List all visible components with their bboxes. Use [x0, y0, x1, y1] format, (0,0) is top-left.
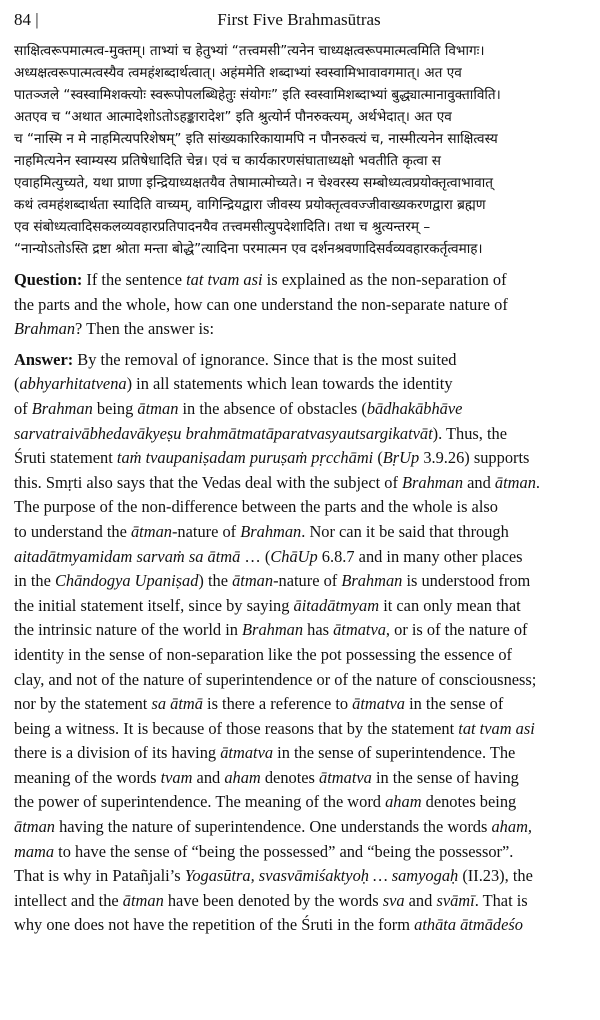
question-paragraph — [14, 268, 584, 342]
text-line — [14, 741, 584, 766]
text-line — [14, 422, 584, 447]
text-line — [14, 446, 584, 471]
text-line — [14, 815, 584, 840]
sanskrit-line: एव संबोध्यत्वादिसकलव्यवहारप्रतिपादनयैव तत्त्वमसीत्युपदेशादिति। तथा च श्रुत्यन्तरम् – — [14, 219, 431, 235]
sanskrit-line: अतएव च “अथात आत्मादेशोऽतोऽहङ्कारादेश” इति श्रुत्योर्न पौनरुक्त्यम्, अर्थभेदात्। अत एव — [14, 109, 452, 125]
text-run: . Nor can it be said that through — [301, 521, 509, 541]
text-line — [14, 471, 584, 496]
sanskrit-line: च “नास्मि न मे नाहमित्यपरिशेषम्” इति सांख्यकारिकायामपि न पौनरुक्त्यं च, नास्मीत्यनेन साक्षित्वस्य — [14, 131, 498, 147]
italic-term: Yogasūtra, svasvāmiśaktyoḥ … samyogaḥ — [184, 866, 459, 886]
text-line — [14, 348, 584, 373]
italic-term: mama — [14, 841, 55, 861]
text-line — [14, 889, 584, 914]
italic-term: ātmatva — [319, 767, 372, 787]
italic-term: aitadātmyamidam sarvaṁ sa ātmā — [14, 546, 241, 566]
text-run: ) in all statements which lean towards the identity — [126, 374, 453, 394]
text-run: -nature of — [273, 571, 342, 591]
text-line: identity in the sense of non-separation like the pot possessing the essence of — [14, 644, 512, 664]
text-line: The purpose of the non-difference between the parts and the whole is also — [14, 497, 498, 517]
text-run: why one does not have the repetition of the Śruti in the form — [14, 915, 415, 935]
text-line — [14, 268, 584, 293]
text-line — [14, 594, 584, 619]
italic-term: ātman — [122, 890, 164, 910]
text-run: and — [192, 767, 225, 787]
text-run: in the sense of superintendence. The — [273, 743, 516, 763]
text-line — [14, 317, 584, 342]
text-run: in the sense of having — [371, 767, 519, 787]
text-run: in the sense of — [404, 694, 504, 714]
text-run: and — [404, 890, 437, 910]
text-run: this. Smṛti also says that the Vedas deal with the subject of — [14, 472, 403, 492]
italic-term: Brahman — [402, 472, 464, 492]
text-run: (II.23), the — [458, 866, 533, 886]
text-run: it can only mean that — [379, 595, 521, 615]
italic-term: Brahman — [341, 571, 403, 591]
text-run: the initial statement itself, since by saying — [14, 595, 294, 615]
text-run: in the — [14, 571, 55, 591]
text-run: Śruti statement — [14, 448, 117, 468]
sanskrit-line: कथं त्वमहंशब्दार्थता स्यादिति वाच्यम्, वागिन्द्रियद्वारा जीवस्य प्रयोक्तृत्ववज्जीवाख्यकरणद्वारा ब्रह्मण — [14, 197, 486, 213]
italic-term: sarvatraivābhedavākyeṣu brahmātmatāparatvasyautsargikatvāt — [14, 423, 433, 443]
italic-term: svāmī — [436, 890, 475, 910]
text-run: ? Then the answer is: — [75, 319, 214, 339]
italic-term: ātmatva — [333, 620, 386, 640]
italic-term: ātmatva — [220, 743, 274, 763]
text-run: there is a division of its having — [14, 743, 221, 763]
text-run: being a witness. It is because of those reasons that by the statement — [14, 718, 459, 738]
italic-term: tat tvam asi — [186, 270, 263, 289]
italic-term: ātman — [14, 817, 55, 837]
italic-term: Brahman — [240, 521, 302, 541]
text-run: and — [463, 472, 495, 492]
answer-label: Answer: — [14, 349, 74, 369]
italic-term: bādhakābhāve — [366, 398, 463, 418]
text-line — [14, 717, 584, 742]
text-line — [14, 545, 584, 570]
text-line — [14, 372, 584, 397]
text-run: … ( — [240, 546, 271, 566]
text-run: ( — [373, 448, 383, 468]
text-run: has — [303, 620, 334, 640]
text-run: ( — [14, 374, 20, 394]
sanskrit-line: “नान्योऽतोऽस्ति द्रष्टा श्रोता मन्ता बोद्धे”त्यादिना परमात्मन एव दर्शनश्रवणादिसर्वव्यवहारकर्तृत्वमाह। — [14, 241, 483, 257]
text-run: 6.8.7 and in many other places — [317, 546, 523, 566]
text-line — [14, 692, 584, 717]
text-run: ) the — [198, 571, 233, 591]
italic-term: ātman — [137, 398, 179, 418]
text-run: denotes being — [421, 792, 517, 812]
text-run: is explained as the non-separation of — [262, 270, 507, 289]
text-run: being — [92, 398, 138, 418]
italic-term: Chāndogya Upaniṣad — [54, 571, 199, 591]
text-line — [14, 913, 584, 938]
text-run: . — [535, 472, 540, 492]
italic-term: āitadātmyam — [293, 595, 380, 615]
text-line — [14, 864, 584, 889]
text-run: ). Thus, the — [432, 423, 508, 443]
answer-paragraph — [14, 348, 584, 938]
text-line — [14, 618, 584, 643]
italic-term: BṛUp — [382, 448, 420, 468]
italic-term: sa ātmā — [151, 694, 203, 714]
sanskrit-line: साक्षित्वरूपमात्मत्व-मुक्तम्। ताभ्यां च हेतुभ्यां “तत्त्वमसी”त्यनेन चाध्यक्षत्वरूपमात्मत्वमिति विभागः। — [14, 43, 485, 59]
text-run: is there a reference to — [202, 694, 353, 714]
italic-term: ātman — [494, 472, 536, 492]
italic-term: ātmatva — [352, 694, 405, 714]
text-line — [14, 766, 584, 791]
text-run: . That is — [474, 890, 528, 910]
italic-term: tvam — [160, 767, 193, 787]
italic-term: aham — [385, 792, 422, 812]
italic-term: athāta ātmādeśo — [414, 915, 523, 935]
italic-term: ChāUp — [270, 546, 318, 566]
text-run: the power of superintendence. The meaning of the word — [14, 792, 386, 812]
sanskrit-line: अध्यक्षत्वरूपात्मत्वस्यैव त्वमहंशब्दार्थत्वात्। अहंममेति शब्दाभ्यां स्वस्वामिभावावगमात्। अत एव — [14, 65, 462, 81]
text-run: denotes — [260, 767, 320, 787]
text-line — [14, 397, 584, 422]
italic-term: sva — [382, 890, 405, 910]
text-run: to have the sense of “being the possessed” and “being the possessor”. — [54, 841, 514, 861]
page-header — [14, 10, 584, 40]
italic-term: Brahman — [14, 319, 76, 339]
text-run: -nature of — [171, 521, 241, 541]
text-run: That is why in Patañjali’s — [14, 866, 185, 886]
text-run: , or is of the nature of — [385, 620, 528, 640]
italic-term: ātman — [130, 521, 172, 541]
text-run: 3.9.26) supports — [419, 448, 530, 468]
sanskrit-passage — [14, 40, 584, 260]
italic-term: ātman — [232, 571, 274, 591]
text-run: intellect and the — [14, 890, 123, 910]
text-run: By the removal of ignorance. Since that is the most suited — [73, 349, 457, 369]
text-line — [14, 520, 584, 545]
text-run: to understand the — [14, 521, 131, 541]
text-run: of — [14, 398, 32, 418]
page-number: 84 | — [14, 10, 39, 29]
text-line — [14, 840, 584, 865]
text-run: the intrinsic nature of the world in — [14, 620, 243, 640]
text-line: the parts and the whole, how can one understand the non-separate nature of — [14, 294, 508, 314]
italic-term: Brahman — [31, 398, 93, 418]
text-line — [14, 569, 584, 594]
italic-term: abhyarhitatvena — [19, 374, 127, 394]
italic-term: aham — [224, 767, 261, 787]
question-label: Question: — [14, 270, 83, 289]
text-run: If the sentence — [82, 270, 187, 289]
text-line — [14, 790, 584, 815]
text-run: nor by the statement — [14, 694, 152, 714]
sanskrit-line: पातञ्जले “स्वस्वामिशक्त्योः स्वरूपोपलब्धिहेतुः संयोगः” इति स्वस्वामिशब्दाभ्यां बुद्ध्यात्मानावुक्ताविति। — [14, 87, 501, 103]
italic-term: taṁ tvaupaniṣadam puruṣaṁ pṛcchāmi — [116, 448, 374, 468]
italic-term: Brahman — [242, 620, 304, 640]
italic-term: aham, — [491, 817, 533, 837]
italic-term: tat tvam asi — [458, 718, 535, 738]
text-line: clay, and not of the nature of superintendence or of the nature of consciousness; — [14, 669, 537, 689]
text-run: in the absence of obstacles ( — [178, 398, 367, 418]
text-run: having the nature of superintendence. One understands the words — [54, 817, 492, 837]
text-run: meaning of the words — [14, 767, 161, 787]
sanskrit-line: एवाहमित्युच्यते, यथा प्राणा इन्द्रियाध्यक्षतयैव तेषामात्मोच्यते। न चेश्वरस्य सम्बोध्यत्वप्रयोक्तृत्वाभावात् — [14, 175, 493, 191]
text-run: have been denoted by the words — [163, 890, 383, 910]
sanskrit-line: नाहमित्यनेन स्वाम्यस्य प्रतिषेधादिति चेन्न। एवं च कार्यकारणसंघाताध्यक्षो भवतीति कृत्वा स — [14, 153, 442, 169]
text-run: is understood from — [402, 571, 531, 591]
running-title: First Five Brahmasūtras — [217, 10, 381, 29]
